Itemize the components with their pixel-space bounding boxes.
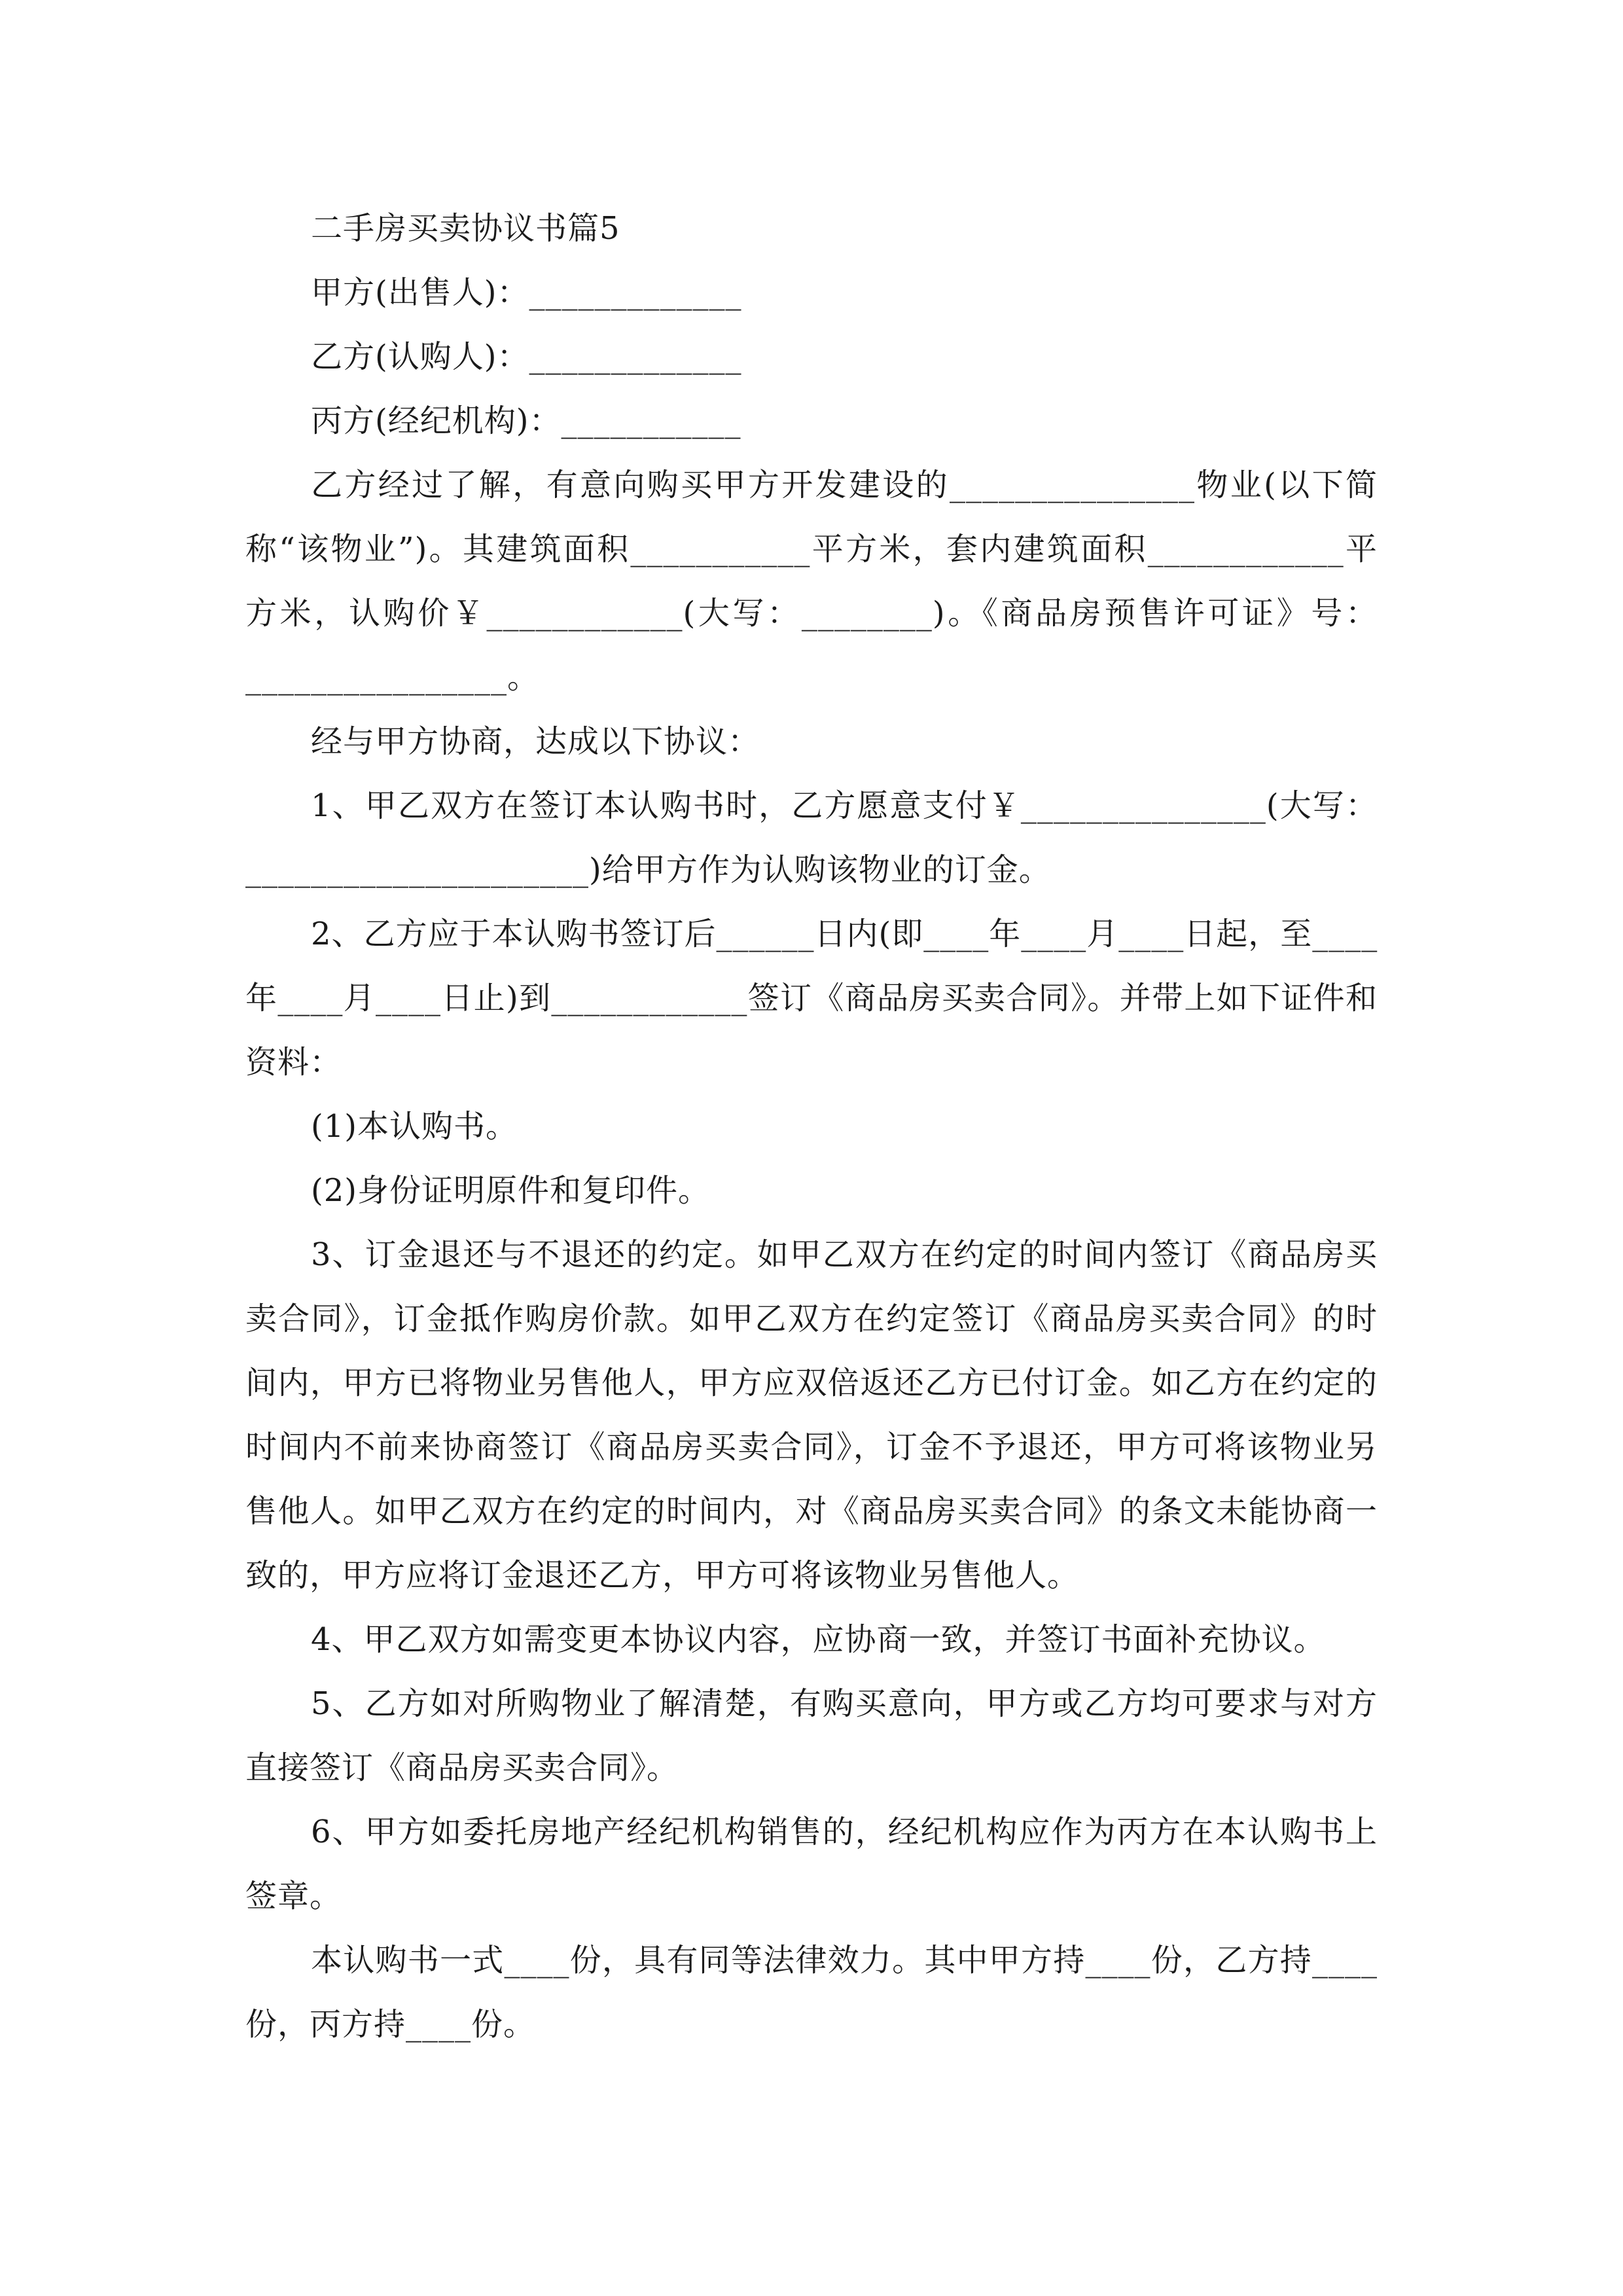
paragraph-line: 直接签订《商品房买卖合同》。: [245, 1749, 679, 1786]
copies-clause: [245, 1928, 1378, 2056]
list-item: (1)本认购书。: [311, 1108, 518, 1145]
paragraph-line: 年____月____日止)到____________签订《商品房买卖合同》。并带上如下证件和: [245, 980, 1378, 1016]
clause-6: [245, 1800, 1378, 1928]
paragraph-line: 方米，认购价￥____________(大写：________)。《商品房预售许可证》号：: [245, 595, 1378, 632]
clause-4: 4、甲乙双方如需变更本协议内容，应协商一致，并签订书面补充协议。: [311, 1621, 1326, 1658]
paragraph-line: 5、乙方如对所购物业了解清楚，有购买意向，甲方或乙方均可要求与对方: [311, 1685, 1378, 1722]
party-b-line: 乙方(认购人)：_____________: [311, 338, 742, 375]
paragraph-line: 本认购书一式____份，具有同等法律效力。其中甲方持____份，乙方持____: [311, 1942, 1378, 1979]
paragraph-line: 乙方经过了解，有意向购买甲方开发建设的_______________物业(以下简: [311, 467, 1378, 503]
paragraph-line: 6、甲方如委托房地产经纪机构销售的，经纪机构应作为丙方在本认购书上: [311, 1814, 1378, 1850]
paragraph-line: ________________。: [245, 659, 540, 696]
clause-1: [245, 774, 1378, 902]
intro-paragraph: [245, 453, 1378, 709]
paragraph-line: 份，丙方持____份。: [245, 2006, 536, 2043]
paragraph-line: 资料：: [245, 1044, 342, 1081]
paragraph-line: 称“该物业”)。其建筑面积___________平方米，套内建筑面积____________平: [245, 531, 1378, 567]
paragraph-line: 签章。: [245, 1878, 342, 1914]
clause-5: [245, 1672, 1378, 1800]
party-a-line: 甲方(出售人)：_____________: [311, 274, 742, 311]
party-c-line: 丙方(经纪机构)：___________: [311, 403, 741, 439]
paragraph-line: 2、乙方应于本认购书签订后______日内(即____年____月____日起，至____: [311, 916, 1378, 952]
clause-2: [245, 902, 1378, 1094]
paragraph-line: 卖合同》，订金抵作购房价款。如甲乙双方在约定签订《商品房买卖合同》的时: [245, 1300, 1378, 1337]
clause-3: [245, 1223, 1378, 1607]
paragraph-line: 间内，甲方已将物业另售他人，甲方应双倍返还乙方已付订金。如乙方在约定的: [245, 1365, 1378, 1401]
paragraph-line: 售他人。如甲乙双方在约定的时间内，对《商品房买卖合同》的条文未能协商一: [245, 1493, 1378, 1530]
document-title: 二手房买卖协议书篇5: [311, 210, 620, 247]
paragraph-line: 致的，甲方应将订金退还乙方，甲方可将该物业另售他人。: [245, 1557, 1080, 1594]
paragraph-line: 3、订金退还与不退还的约定。如甲乙双方在约定的时间内签订《商品房买: [311, 1236, 1378, 1273]
agreement-lead: 经与甲方协商，达成以下协议：: [311, 723, 760, 760]
paragraph-line: 1、甲乙双方在签订本认购书时，乙方愿意支付￥_______________(大写：: [311, 787, 1378, 824]
document-body: [245, 196, 1378, 2056]
list-item: (2)身份证明原件和复印件。: [311, 1172, 710, 1209]
paragraph-line: _____________________)给甲方作为认购该物业的订金。: [245, 852, 1051, 888]
paragraph-line: 时间内不前来协商签订《商品房买卖合同》，订金不予退还，甲方可将该物业另: [245, 1429, 1378, 1465]
